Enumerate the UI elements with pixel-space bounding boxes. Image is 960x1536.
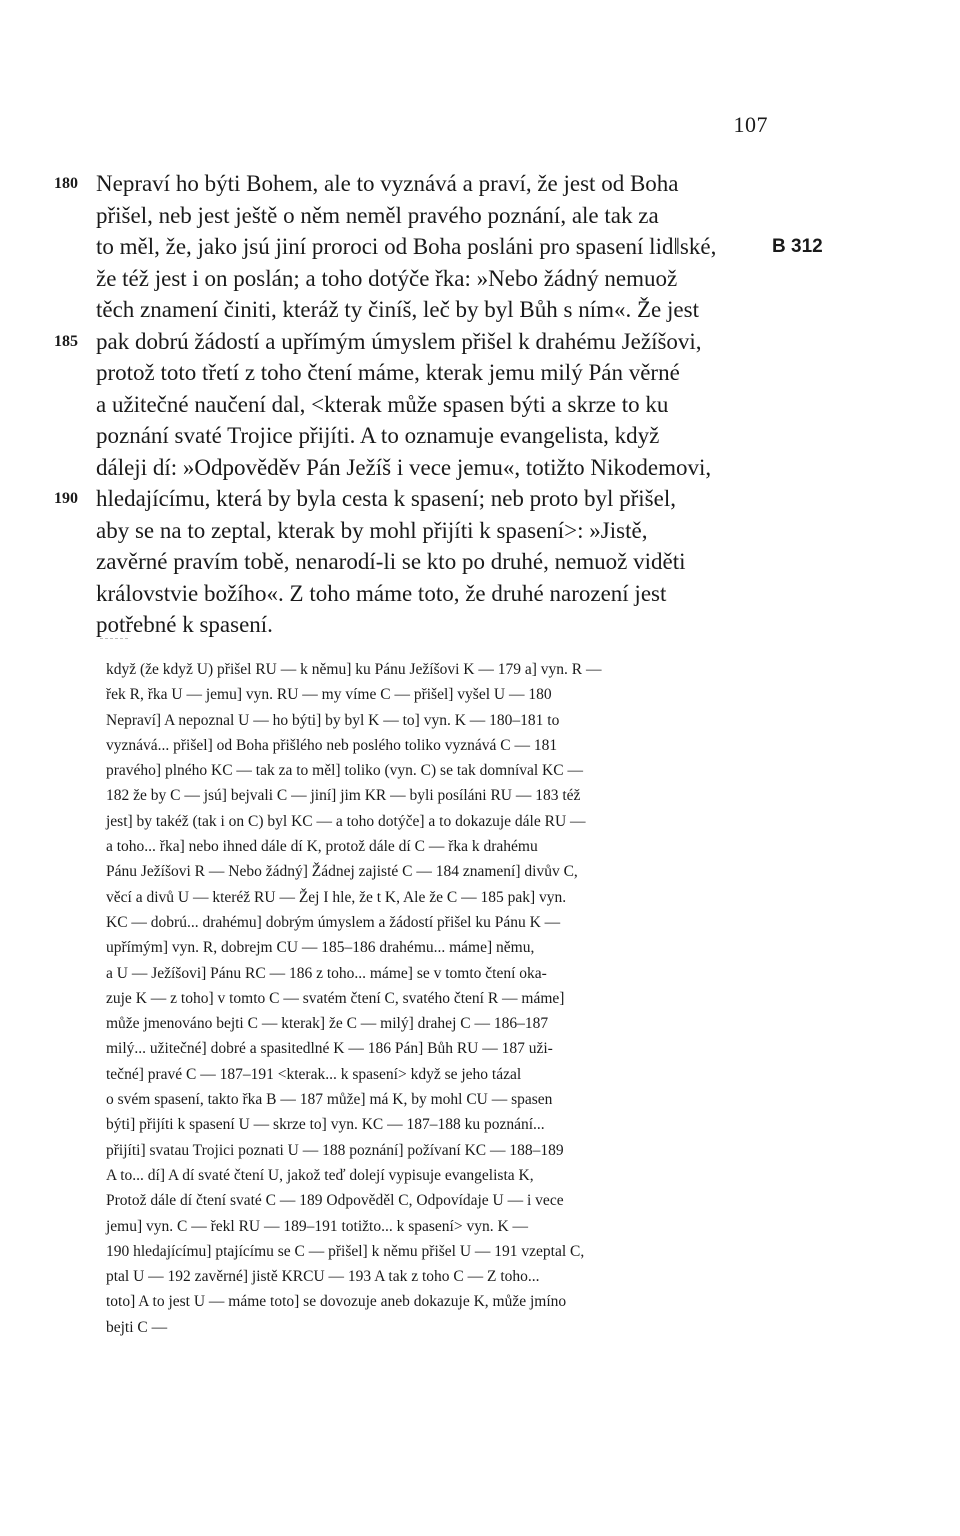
- apparatus-line: milý... užitečné] dobré a spasitedlné K — 186 Pán] Bůh RU — 187 uži-: [106, 1040, 553, 1058]
- margin-reference: B 312: [772, 236, 823, 257]
- text-line: [96, 263, 786, 295]
- line-text: potřebné k spasení.: [96, 612, 273, 637]
- apparatus-line: jemu] vyn. C — řekl RU — 189–191 totižto... k spasení> vyn. K —: [106, 1217, 529, 1235]
- apparatus-line: Pánu Ježíšovi R — Nebo žádný] Žádnej zajisté C — 184 znamení] divův C,: [106, 863, 578, 881]
- line-text: to měl, že, jako jsú jiní proroci od Boha posláni pro spasení lid‖ské,: [96, 234, 717, 259]
- apparatus-line: 190 hledajícímu] ptajícímu se C — přišel] k němu přišel U — 191 vzeptal C,: [106, 1242, 585, 1260]
- apparatus-line: Nepraví] A nepoznal U — ho býti] by byl K — to] vyn. K — 180–181 to: [106, 711, 560, 729]
- apparatus-line: a U — Ježíšovi] Pánu RC — 186 z toho... máme] se v tomto čtení oka-: [106, 964, 547, 982]
- line-text: že též jest i on poslán; a toho dotýče řka: »Nebo žádný nemuož: [96, 265, 678, 291]
- line-text: těch znamení činiti, kteráž ty činíš, leč by byl Bůh s ním«. Že jest: [96, 297, 699, 322]
- apparatus-line: může jmenováno bejti C — kterak] že C — milý] drahej C — 186–187: [106, 1015, 549, 1033]
- apparatus-line: a toho... řka] nebo ihned dále dí K, protož dále dí C — řka k drahému: [106, 838, 538, 856]
- apparatus-line: zuje K — z toho] v tomto C — svatém čtení C, svatého čtení R — máme]: [106, 989, 565, 1007]
- apparatus-line: Protož dále dí čtení svaté C — 189 Odpověděl C, Odpovídaje U — i vece: [106, 1192, 564, 1210]
- line-text: zavěrné pravím tobě, nenarodí-li se kto po druhé, nemuož viděti: [96, 549, 686, 574]
- text-line: [96, 578, 786, 610]
- text-line: [96, 200, 786, 232]
- line-number: 185: [54, 332, 78, 350]
- apparatus-line: pravého] plného KC — tak za to měl] toliko (vyn. C) se tak domníval KC —: [106, 762, 583, 780]
- apparatus-line: jest] by takéž (tak i on C) byl KC — a toho dotýče] a to dokazuje dále RU —: [106, 812, 586, 830]
- footnote-separator: [100, 638, 128, 639]
- line-text: královstvie božího«. Z toho máme toto, že druhé narození jest: [96, 580, 667, 606]
- text-line: [54, 168, 786, 200]
- apparatus-line: A to... dí] A dí svaté čtení U, jakož teď dolejí vypisuje evangelista K,: [106, 1166, 534, 1184]
- apparatus-line: upřímým] vyn. R, dobrejm CU — 185–186 drahému... máme] němu,: [106, 939, 535, 957]
- text-line: [96, 609, 786, 641]
- apparatus-line: ptal U — 192 zavěrné] jistě KRCU — 193 A tak z toho C — Z toho...: [106, 1268, 540, 1286]
- line-text: dáleji dí: »Odpověděv Pán Ježíš i vece jemu«, totižto Nikodemovi,: [96, 454, 712, 480]
- apparatus-line: o svém spasení, takto řka B — 187 může] má K, by mohl CU — spasen: [106, 1091, 553, 1109]
- critical-apparatus: [106, 657, 776, 1340]
- text-line: [96, 515, 786, 547]
- line-text: poznání svaté Trojice přijíti. A to oznamuje evangelista, když: [96, 423, 660, 448]
- apparatus-line: bejti C —: [106, 1318, 168, 1336]
- line-text: protož toto třetí z toho čtení máme, kterak jemu milý Pán věrné: [96, 360, 680, 385]
- text-line: [54, 326, 786, 358]
- apparatus-line: věcí a divů U — kteréž RU — Žej I hle, že t K, Ale že C — 185 pak] vyn.: [106, 888, 567, 906]
- line-text: a užitečné naučení dal, <kterak může spasen býti a skrze to ku: [96, 391, 669, 417]
- line-number: 190: [54, 490, 78, 507]
- page-number: 107: [733, 112, 768, 137]
- line-text: hledajícímu, která by byla cesta k spasení; neb proto byl přišel,: [96, 486, 676, 511]
- text-line: [96, 389, 786, 421]
- line-number: 180: [54, 175, 78, 192]
- apparatus-line: řek R, řka U — jemu] vyn. RU — my víme C — přišel] vyšel U — 180: [106, 686, 552, 704]
- apparatus-line: tečné] pravé C — 187–191 <kterak... k spasení> když se jeho tázal: [106, 1065, 522, 1083]
- line-text: pak dobrú žádostí a upřímým úmyslem přišel k drahému Ježíšovi,: [96, 328, 702, 354]
- text-line: [96, 452, 786, 484]
- apparatus-line: 182 že by C — jsú] bejvali C — jiní] jim KR — byli posíláni RU — 183 též: [106, 787, 581, 805]
- text-line: [96, 546, 786, 578]
- text-line: [96, 420, 786, 452]
- text-line: [96, 357, 786, 389]
- text-line: [96, 231, 823, 263]
- apparatus-line: vyznává... přišel] od Boha přišlého neb poslého toliko vyznává C — 181: [106, 736, 558, 754]
- line-text: přišel, neb jest ještě o něm neměl pravého poznání, ale tak za: [96, 202, 659, 228]
- text-line: [54, 483, 786, 515]
- apparatus-line: býti] přijíti k spasení U — skrze to] vyn. KC — 187–188 ku poznání...: [106, 1116, 545, 1134]
- apparatus-line: přijíti] svatau Trojici poznati U — 188 poznání] požívaní KC — 188–189: [106, 1141, 564, 1159]
- apparatus-line: když (že když U) přišel RU — k němu] ku Pánu Ježíšovi K — 179 a] vyn. R —: [106, 661, 602, 678]
- line-text: aby se na to zeptal, kterak by mohl přijíti k spasení>: »Jistě,: [96, 517, 648, 543]
- text-line: [96, 294, 786, 326]
- apparatus-line: toto] A to jest U — máme toto] se dovozuje aneb dokazuje K, může jmíno: [106, 1293, 567, 1311]
- apparatus-line: KC — dobrú... drahému] dobrým úmyslem a žádostí přišel ku Pánu K —: [106, 913, 561, 931]
- line-text: Nepraví ho býti Bohem, ale to vyznává a praví, že jest od Boha: [96, 171, 679, 196]
- main-text: [54, 168, 823, 641]
